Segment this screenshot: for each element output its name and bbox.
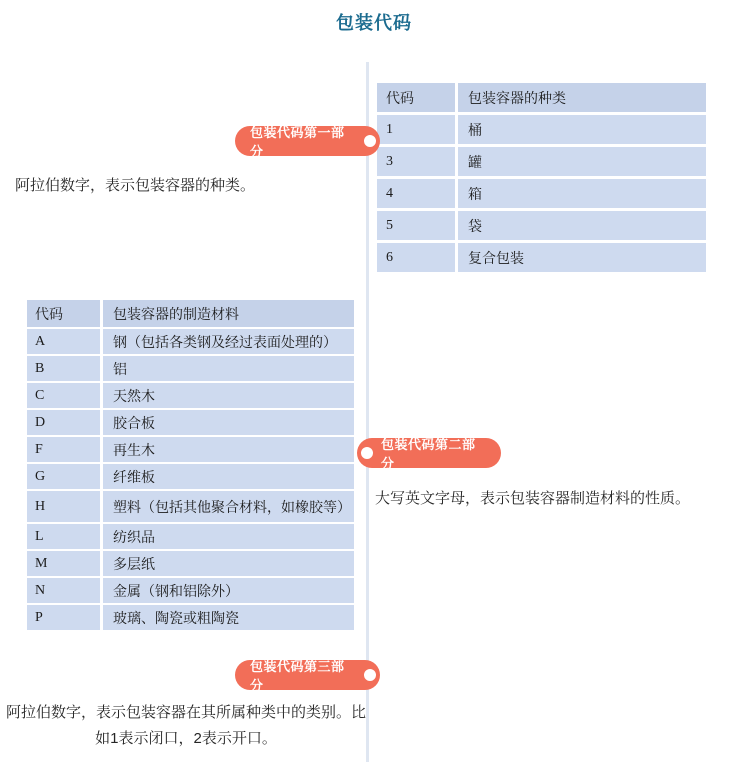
table-row: [27, 524, 354, 549]
badge-part2: [357, 437, 501, 471]
column-header-code: 代码: [27, 300, 100, 327]
cell-code: F: [27, 437, 100, 462]
cell-code: L: [27, 524, 100, 549]
cell-material: 胶合板: [103, 410, 354, 435]
badge-part2-label: 包装代码第二部分: [381, 437, 476, 471]
table-row: [377, 179, 706, 208]
part3-description: 阿拉伯数字，表示包装容器在其所属种类中的类别。比如1表示闭口，2表示开口。: [5, 704, 366, 747]
ring-dot-icon: [364, 669, 376, 681]
table-row: [27, 605, 354, 630]
ring-dot-icon: [364, 135, 376, 147]
table-row: [27, 329, 354, 354]
cell-material: 钢（包括各类钢及经过表面处理的）: [103, 329, 354, 354]
table-row: [27, 491, 354, 522]
table-row: [377, 115, 706, 144]
ring-dot-icon: [361, 447, 373, 459]
cell-code: 4: [377, 179, 455, 208]
table-row: [27, 410, 354, 435]
cell-kind: 箱: [458, 179, 706, 208]
cell-kind: 袋: [458, 211, 706, 240]
table-header-row: [27, 300, 354, 327]
badge-part3: [235, 659, 380, 693]
material-table: [27, 300, 354, 632]
cell-material: 多层纸: [103, 551, 354, 576]
cell-material: 纺织品: [103, 524, 354, 549]
cell-code: D: [27, 410, 100, 435]
page-title: 包装代码: [336, 13, 412, 33]
cell-code: M: [27, 551, 100, 576]
cell-code: N: [27, 578, 100, 603]
cell-code: 5: [377, 211, 455, 240]
table-row: [27, 383, 354, 408]
table-row: [377, 243, 706, 272]
table-row: [27, 578, 354, 603]
container-type-table: [377, 83, 706, 275]
cell-code: 6: [377, 243, 455, 272]
cell-material: 再生木: [103, 437, 354, 462]
cell-code: 1: [377, 115, 455, 144]
cell-material: 铝: [103, 356, 354, 381]
column-header-kind: 包装容器的种类: [458, 83, 706, 112]
column-header-code: 代码: [377, 83, 455, 112]
cell-kind: 罐: [458, 147, 706, 176]
part1-description: 阿拉伯数字，表示包装容器的种类。: [15, 177, 256, 194]
cell-code: A: [27, 329, 100, 354]
badge-part1-label: 包装代码第一部分: [250, 125, 345, 159]
table-row: [27, 464, 354, 489]
part2-description: 大写英文字母，表示包装容器制造材料的性质。: [375, 490, 691, 507]
cell-kind: 桶: [458, 115, 706, 144]
cell-code: H: [27, 491, 100, 522]
cell-code: C: [27, 383, 100, 408]
table-row: [27, 551, 354, 576]
vertical-divider: [366, 62, 369, 762]
cell-code: 3: [377, 147, 455, 176]
table-header-row: [377, 83, 706, 112]
table-row: [27, 356, 354, 381]
table-row: [27, 437, 354, 462]
badge-part1: [235, 125, 380, 159]
cell-kind: 复合包装: [458, 243, 706, 272]
cell-material: 金属（钢和铝除外）: [103, 578, 354, 603]
column-header-material: 包装容器的制造材料: [103, 300, 354, 327]
table-row: [377, 147, 706, 176]
cell-material: 塑料（包括其他聚合材料，如橡胶等）: [103, 491, 354, 522]
cell-material: 天然木: [103, 383, 354, 408]
badge-part3-label: 包装代码第三部分: [250, 659, 345, 693]
cell-code: G: [27, 464, 100, 489]
cell-material: 纤维板: [103, 464, 354, 489]
cell-code: P: [27, 605, 100, 630]
cell-code: B: [27, 356, 100, 381]
table-row: [377, 211, 706, 240]
cell-material: 玻璃、陶瓷或粗陶瓷: [103, 605, 354, 630]
